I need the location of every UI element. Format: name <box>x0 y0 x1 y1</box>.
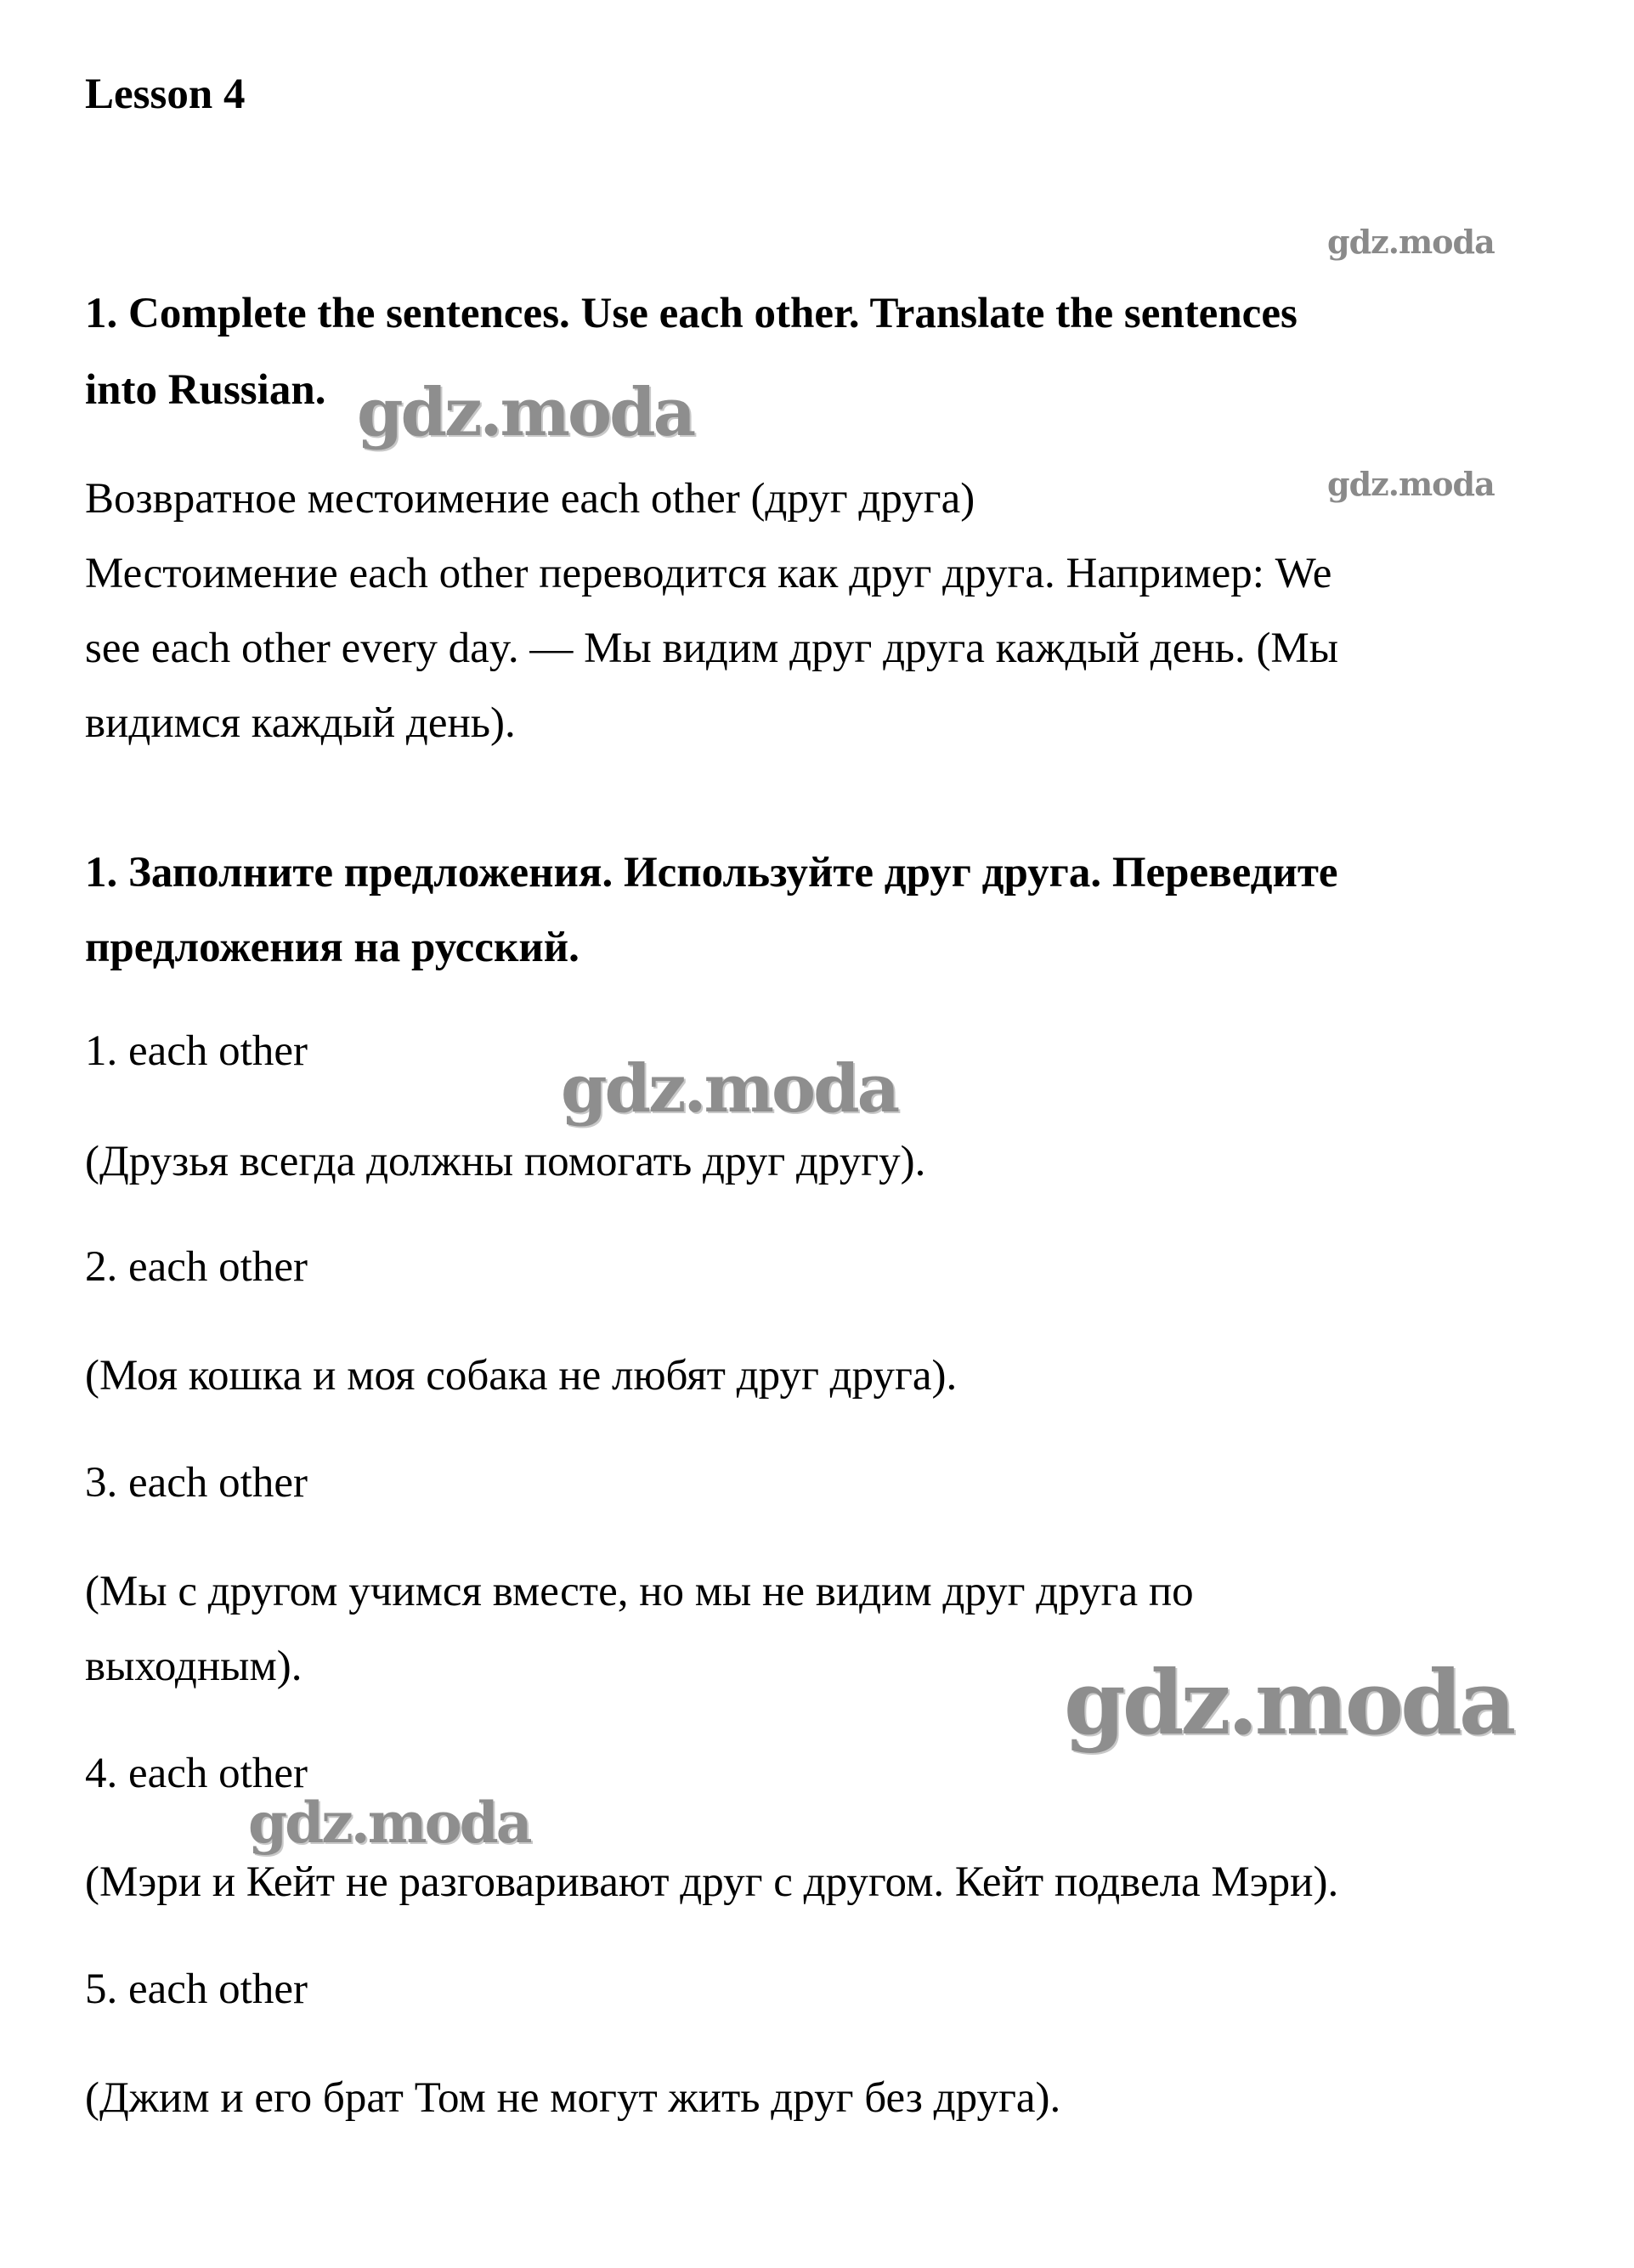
translation-3-line-1: (Мы с другом учимся вместе, но мы не видим друг друга по <box>85 1568 1194 1615</box>
lesson-title: Lesson 4 <box>85 71 246 118</box>
translation-1: (Друзья всегда должны помогать друг другу). <box>85 1138 926 1185</box>
exercise-heading-en-line-2: into Russian. <box>85 366 326 414</box>
watermark: gdz.moda <box>1327 465 1495 503</box>
watermark: gdz.moda <box>357 374 694 451</box>
watermark: gdz.moda <box>1064 1650 1513 1755</box>
grammar-note-line-1: Местоимение each other переводится как друг друга. Например: We <box>85 550 1332 597</box>
answer-3: 3. each other <box>85 1459 308 1507</box>
answer-2: 2. each other <box>85 1243 308 1291</box>
watermark: gdz.moda <box>561 1050 898 1128</box>
grammar-note-title: Возвратное местоимение each other (друг друга) <box>85 475 975 523</box>
exercise-heading-ru-line-2: предложения на русский. <box>85 924 580 971</box>
watermark: gdz.moda <box>1327 223 1495 261</box>
exercise-heading-ru-line-1: 1. Заполните предложения. Используйте друг друга. Переведите <box>85 849 1338 896</box>
grammar-note-line-2: see each other every day. — Мы видим друг друга каждый день. (Мы <box>85 625 1339 672</box>
translation-5: (Джим и его брат Том не могут жить друг без друга). <box>85 2074 1061 2122</box>
answer-5: 5. each other <box>85 1965 308 2013</box>
exercise-heading-en-line-1: 1. Complete the sentences. Use each other. Translate the sentences <box>85 290 1298 337</box>
answer-1: 1. each other <box>85 1027 308 1075</box>
grammar-note-line-3: видимся каждый день). <box>85 699 516 747</box>
translation-4: (Мэри и Кейт не разговаривают друг с другом. Кейт подвела Мэри). <box>85 1858 1339 1906</box>
answer-4: 4. each other <box>85 1750 308 1797</box>
translation-3-line-2: выходным). <box>85 1643 302 1690</box>
translation-2: (Моя кошка и моя собака не любят друг друга). <box>85 1352 958 1400</box>
watermark: gdz.moda <box>248 1790 530 1856</box>
